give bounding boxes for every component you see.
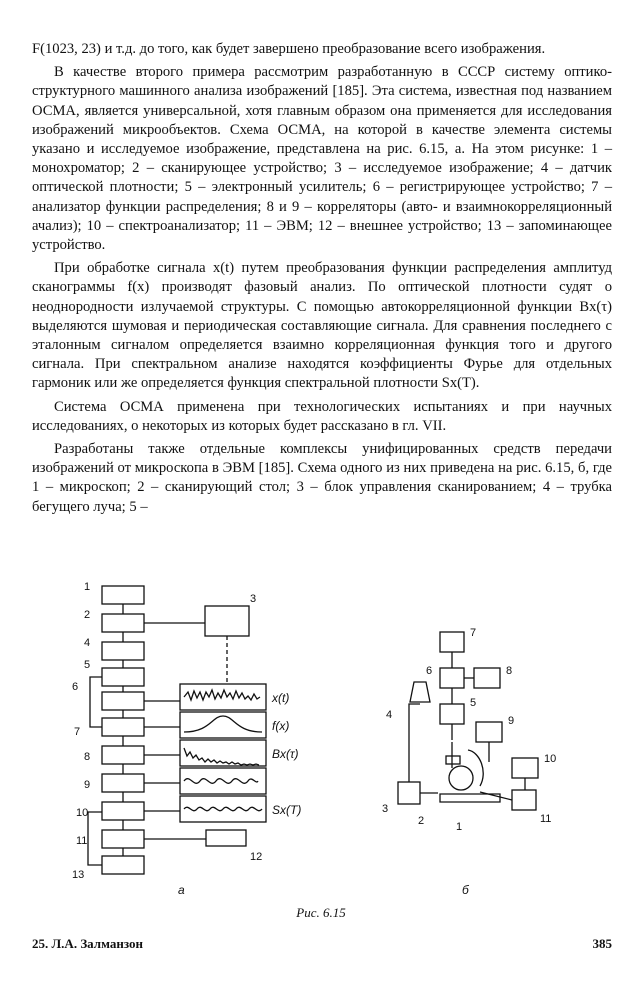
figure-6-15 xyxy=(60,572,600,912)
label-b-5: 5 xyxy=(470,697,477,709)
signal-sx-t: Sx(T) xyxy=(272,803,302,817)
label-b-2: 2 xyxy=(418,815,425,827)
label-b-1: 1 xyxy=(456,821,463,833)
signal-bx-tau: Bx(τ) xyxy=(272,747,299,761)
label-b-10: 10 xyxy=(544,753,557,765)
paragraph-2: В качестве второго примера рассмотрим разработанную в СССР систему оптико-структурного машинного анализа изображений [185]. Эта система, известная под названием ОСМА, является универсальной, хотя главным образом она применяется для исследования изображений микрообъектов. Схема ОСМА, на которой в качестве элемента системы указано и исследуемое изображение, представлена на рис. 6.15, а. На этом рисунке: 1 – монохроматор; 2 – сканирующее устройство; 3 – исследуемое изображение; 4 – датчик оптической плотности; 5 – электронный усилитель; 6 – регистрирующее устройство; 7 – анализатор функции распределения; 8 и 9 – корреляторы (авто- и взаимнокорреляционный ачализ); 10 – спектроанализатор; 11 – ЭВМ; 12 – внешнее устройство; 13 – запоминающее устройство. xyxy=(32,64,612,254)
label-a-3: 3 xyxy=(250,593,257,605)
paragraph-3: При обработке сигнала x(t) путем преобразования функции распределения амплитуд сканограммы f(x) производят фазовый анализ. По оптической плотности судят о неоднородности излучаемой структуры. С помощью автокорреляционной функции Bx(τ) выделяются шумовая и периодическая составляющие сигнала. Для сравнения последнего с эталонным сигналом определяется взаимно корреляционная функция того и другого сигнала. При спектральном анализе находятся коэффициенты Фурье для отдельных гармоник или же определяется функция спектральной плотности Sx(T). xyxy=(32,260,612,392)
label-a-2: 2 xyxy=(84,609,91,621)
label-a-4: 4 xyxy=(84,637,91,649)
label-a-8: 8 xyxy=(84,751,91,763)
label-a-9: 9 xyxy=(84,779,91,791)
label-a-11: 11 xyxy=(76,835,88,847)
label-a-12: 12 xyxy=(250,851,263,863)
subfigure-a-label: а xyxy=(178,883,185,897)
footer-signature: 25. Л.А. Залманзон xyxy=(32,936,143,951)
signal-x-t: x(t) xyxy=(272,691,290,705)
label-b-4: 4 xyxy=(386,709,393,721)
page-number: 385 xyxy=(592,936,612,951)
label-b-9: 9 xyxy=(508,715,515,727)
label-b-11: 11 xyxy=(540,813,552,825)
label-a-13: 13 xyxy=(72,869,85,881)
paragraph-4: Система ОСМА применена при технологических испытаниях и при научных исследованиях, о некоторых из которых будет рассказано в гл. VII. xyxy=(32,398,612,434)
body-text xyxy=(32,40,612,521)
label-b-8: 8 xyxy=(506,665,513,677)
signal-f-x: f(x) xyxy=(272,719,290,733)
label-a-5: 5 xyxy=(84,659,91,671)
label-a-10: 10 xyxy=(76,807,89,819)
subfigure-b-label: б xyxy=(462,883,469,897)
figure-caption: Рис. 6.15 xyxy=(296,905,346,920)
paragraph-1: F(1023, 23) и т.д. до того, как будет завершено преобразование всего изображения. xyxy=(32,41,546,57)
label-b-3: 3 xyxy=(382,803,389,815)
label-a-7: 7 xyxy=(74,726,81,738)
label-b-6: 6 xyxy=(426,665,433,677)
label-a-1: 1 xyxy=(84,581,91,593)
label-b-7: 7 xyxy=(470,627,477,639)
paragraph-5: Разработаны также отдельные комплексы унифицированных средств передачи изображений от микроскопа в ЭВМ [185]. Схема одного из них приведена на рис. 6.15, б, где 1 – микроскоп; 2 – сканирующий стол; 3 – блок управления сканированием; 4 – трубка бегущего луча; 5 – xyxy=(32,441,612,515)
label-a-6: 6 xyxy=(72,681,79,693)
